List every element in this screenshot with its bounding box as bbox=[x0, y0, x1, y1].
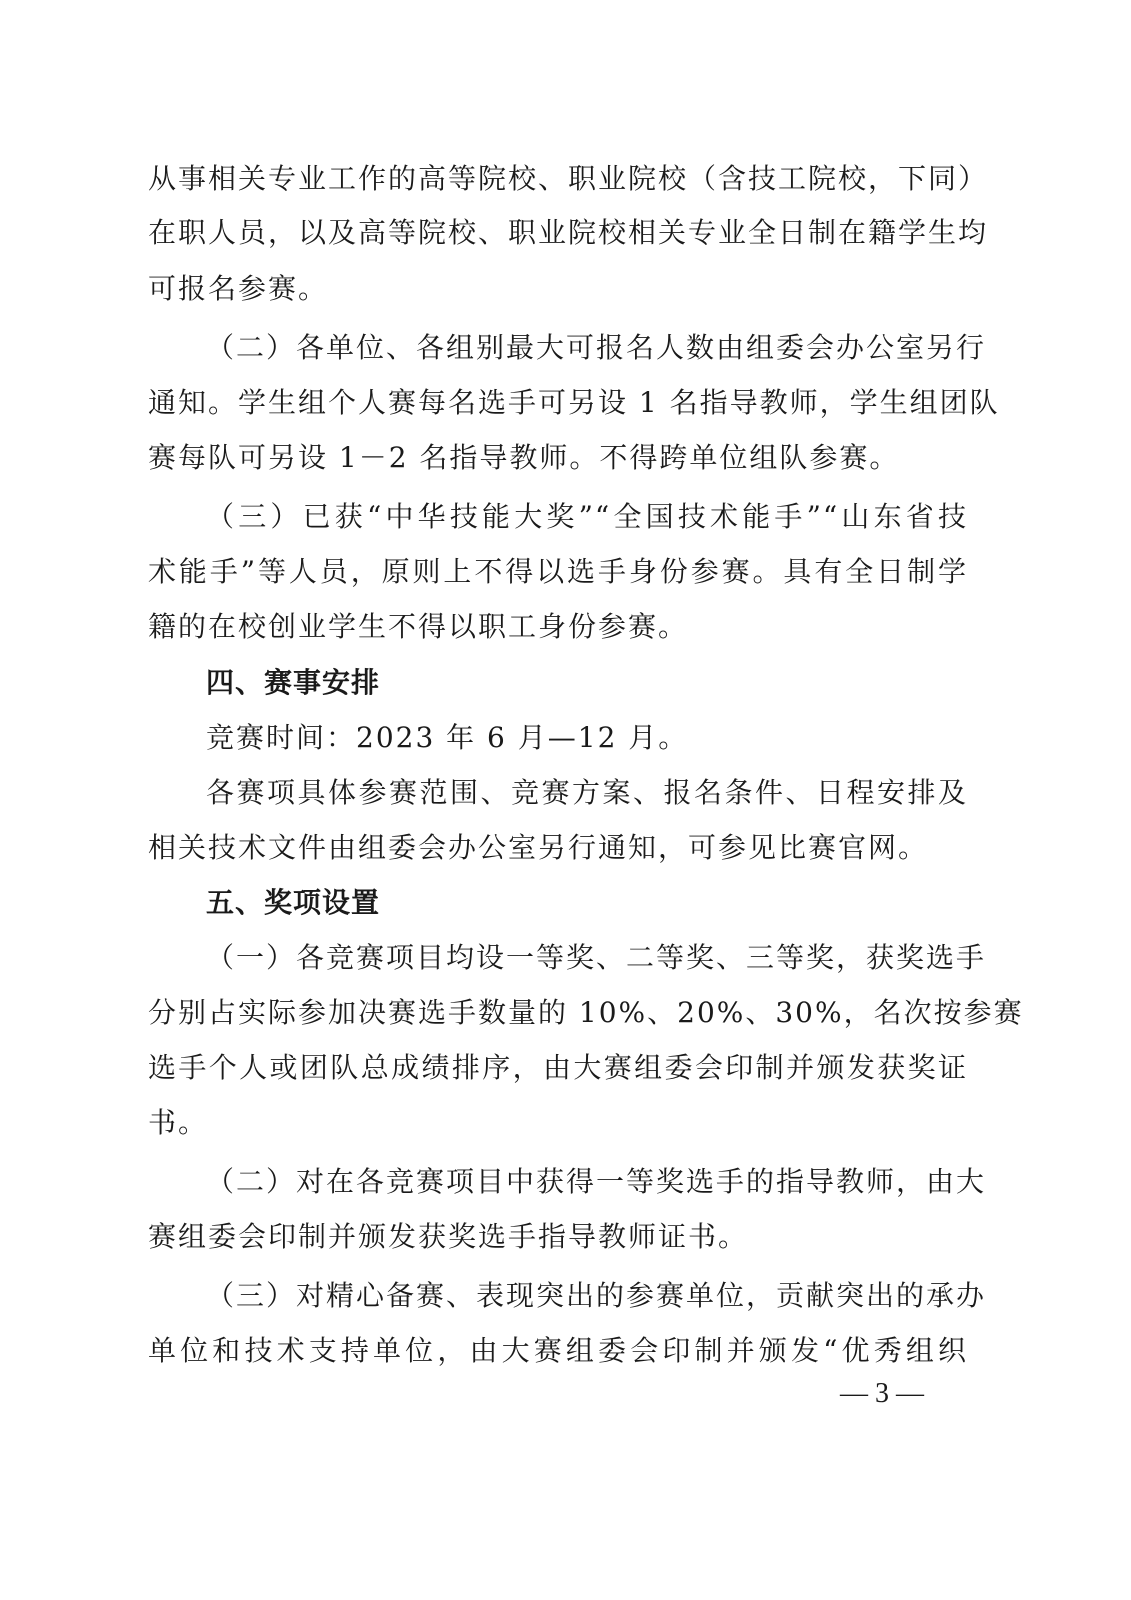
text-line: 在职人员，以及高等院校、职业院校相关专业全日制在籍学生均 bbox=[148, 216, 989, 249]
text-line: 分别占实际参加决赛选手数量的 10%、20%、30%，名次按参赛 bbox=[148, 996, 1024, 1029]
text-line: 相关技术文件由组委会办公室另行通知，可参见比赛官网。 bbox=[148, 831, 929, 864]
section-heading-schedule: 四、赛事安排 bbox=[206, 666, 381, 699]
text-line: （三）已获“中华技能大奖”“全国技术能手”“山东省技 bbox=[206, 500, 968, 533]
text-line: 可报名参赛。 bbox=[148, 272, 329, 305]
text-line: 各赛项具体参赛范围、竞赛方案、报名条件、日程安排及 bbox=[206, 776, 968, 809]
text-line: 选手个人或团队总成绩排序，由大赛组委会印制并颁发获奖证 bbox=[148, 1051, 968, 1084]
text-line: （二）对在各竞赛项目中获得一等奖选手的指导教师，由大 bbox=[206, 1165, 987, 1198]
text-line: 籍的在校创业学生不得以职工身份参赛。 bbox=[148, 610, 689, 643]
text-line: （三）对精心备赛、表现突出的参赛单位，贡献突出的承办 bbox=[206, 1279, 987, 1312]
text-line: 单位和技术支持单位，由大赛组委会印制并颁发“优秀组织 bbox=[148, 1334, 968, 1367]
text-line: （二）各单位、各组别最大可报名人数由组委会办公室另行 bbox=[206, 331, 987, 364]
text-line: （一）各竞赛项目均设一等奖、二等奖、三等奖，获奖选手 bbox=[206, 941, 987, 974]
page-number: — 3 — bbox=[840, 1378, 924, 1409]
text-line: 赛组委会印制并颁发获奖选手指导教师证书。 bbox=[148, 1220, 749, 1253]
section-heading-awards: 五、奖项设置 bbox=[206, 886, 381, 919]
competition-time: 竞赛时间：2023 年 6 月—12 月。 bbox=[206, 721, 689, 754]
text-line: 从事相关专业工作的高等院校、职业院校（含技工院校，下同） bbox=[148, 162, 989, 195]
text-line: 通知。学生组个人赛每名选手可另设 1 名指导教师，学生组团队 bbox=[148, 386, 1000, 419]
text-line: 赛每队可另设 1－2 名指导教师。不得跨单位组队参赛。 bbox=[148, 441, 900, 474]
text-line: 书。 bbox=[148, 1106, 209, 1139]
text-line: 术能手”等人员，原则上不得以选手身份参赛。具有全日制学 bbox=[148, 555, 968, 588]
